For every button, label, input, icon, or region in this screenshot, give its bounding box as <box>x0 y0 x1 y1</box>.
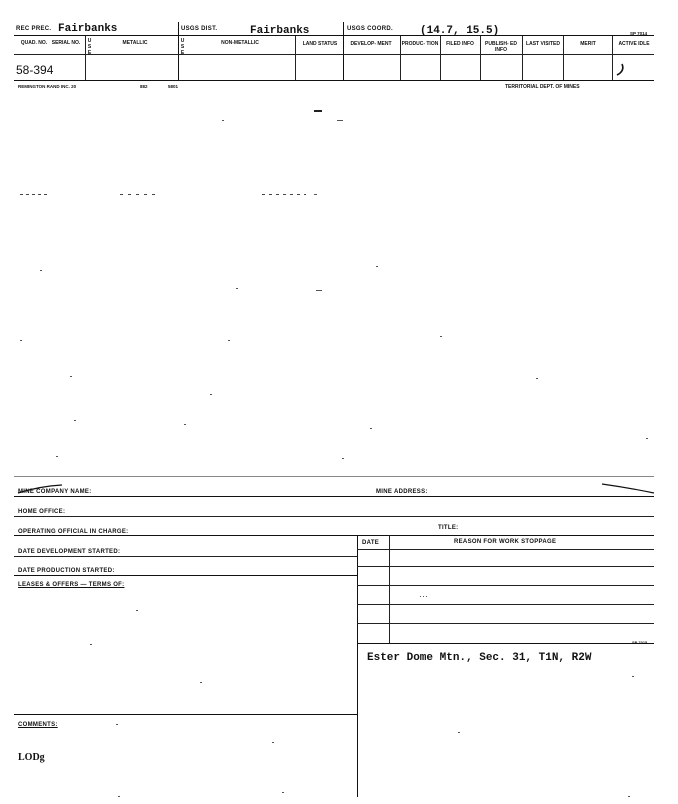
printer-credit: REMINGTON RAND INC. 20 <box>18 84 77 89</box>
speck <box>536 378 538 379</box>
divider-serial <box>85 36 86 80</box>
speck <box>440 336 442 337</box>
col-non-metallic: NON-METALLIC <box>221 40 259 46</box>
speck <box>222 120 224 121</box>
col-metallic: METALLIC <box>122 40 148 46</box>
speck <box>272 742 274 743</box>
usgs-dist-label: USGS DIST. <box>181 26 218 32</box>
divider-land <box>295 36 296 80</box>
col-merit: MERIT <box>580 41 596 47</box>
column-header-rule <box>14 54 654 55</box>
col-development: DEVELOP- MENT <box>350 41 392 47</box>
divider-metallic <box>178 22 179 80</box>
col-quad-no: QUAD. NO. <box>20 40 48 46</box>
row-rule-4 <box>14 556 357 557</box>
reason-header: REASON FOR WORK STOPPAGE <box>454 539 557 545</box>
col-last-visited: LAST VISITED <box>526 41 560 47</box>
speck <box>56 456 58 457</box>
speck <box>74 420 76 421</box>
usgs-coord-value: (14.7, 15.5) <box>420 25 500 37</box>
speck <box>262 194 306 195</box>
speck <box>646 438 648 439</box>
divider-coord <box>343 22 344 80</box>
date-production-started-label: DATE PRODUCTION STARTED: <box>18 568 115 574</box>
title-label: TITLE: <box>438 525 459 531</box>
speck <box>90 644 92 645</box>
speck <box>420 596 428 597</box>
speck <box>228 340 230 341</box>
col-published-info: PUBLISH- ED INFO <box>485 41 517 53</box>
col-active-idle: ACTIVE IDLE <box>618 41 650 47</box>
stoppage-rule-1 <box>357 549 654 550</box>
speck <box>70 376 72 377</box>
speck <box>314 194 317 195</box>
rec-prec-value: Fairbanks <box>58 23 118 35</box>
col-land-status: LAND STATUS <box>302 41 338 47</box>
department-name: TERRITORIAL DEPT. OF MINES <box>505 84 580 90</box>
rec-prec-label: REC PREC. <box>16 26 52 32</box>
stoppage-rule-5 <box>357 623 654 624</box>
stoppage-rule-2 <box>357 566 654 567</box>
col-serial-no: SERIAL NO. <box>51 40 81 46</box>
header-top-rule <box>14 35 654 36</box>
speck <box>200 682 202 683</box>
speck <box>342 458 344 459</box>
speck <box>628 796 630 797</box>
quad-serial-value: 58-394 <box>16 63 54 77</box>
speck <box>282 792 284 793</box>
usgs-coord-label: USGS COORD. <box>347 26 393 32</box>
location-typed: Ester Dome Mtn., Sec. 31, T1N, R2W <box>367 652 592 664</box>
speck <box>20 340 22 341</box>
lower-center-divider <box>357 535 358 797</box>
operating-official-label: OPERATING OFFICIAL IN CHARGE: <box>18 529 129 535</box>
speck <box>458 732 460 733</box>
speck <box>116 724 118 725</box>
stoppage-rule-4 <box>357 604 654 605</box>
usgs-dist-value: Fairbanks <box>250 25 310 37</box>
speck <box>236 288 238 289</box>
home-office-label: HOME OFFICE: <box>18 509 66 515</box>
form-number-bottom: SP 7015 <box>632 640 648 645</box>
mine-address-label: MINE ADDRESS: <box>376 489 428 495</box>
date-column-divider <box>389 535 390 643</box>
row-rule-2 <box>14 516 654 517</box>
speck <box>316 290 322 291</box>
pen-stroke <box>600 480 656 496</box>
leases-offers-label: LEASES & OFFERS — TERMS OF: <box>18 582 125 588</box>
lower-top-rule <box>14 476 654 477</box>
speck <box>376 266 378 267</box>
col-production: PRODUC- TION <box>401 41 439 47</box>
printer-code-1: 882 <box>140 84 148 89</box>
comments-value: LODg <box>18 752 45 763</box>
speck <box>210 394 212 395</box>
speck <box>120 194 160 195</box>
comments-label: COMMENTS: <box>18 722 58 728</box>
mine-company-name-label: MINE COMPANY NAME: <box>18 489 92 495</box>
speck <box>370 428 372 429</box>
speck <box>184 424 186 425</box>
row-rule-5 <box>14 575 357 576</box>
stoppage-rule-6 <box>357 643 654 644</box>
form-number-top: SP 7014 <box>630 31 648 36</box>
speck <box>337 120 343 121</box>
record-bottom-rule <box>14 80 654 81</box>
col-use-metallic: U S E <box>87 38 92 56</box>
speck <box>314 110 322 112</box>
col-filed-info: FILED INFO <box>446 41 474 47</box>
row-rule-3 <box>14 535 654 536</box>
col-use-nonmetallic: U S E <box>180 38 185 56</box>
speck <box>20 194 50 195</box>
date-development-started-label: DATE DEVELOPMENT STARTED: <box>18 549 121 555</box>
row-rule-1 <box>14 496 654 497</box>
speck <box>632 676 634 677</box>
printer-code-2: 5801 <box>168 84 179 89</box>
speck <box>40 270 42 271</box>
speck <box>136 610 138 611</box>
comments-top-rule <box>14 714 357 715</box>
stoppage-rule-3 <box>357 585 654 586</box>
pen-mark <box>612 62 628 80</box>
speck <box>118 796 120 797</box>
date-header: DATE <box>362 540 380 546</box>
